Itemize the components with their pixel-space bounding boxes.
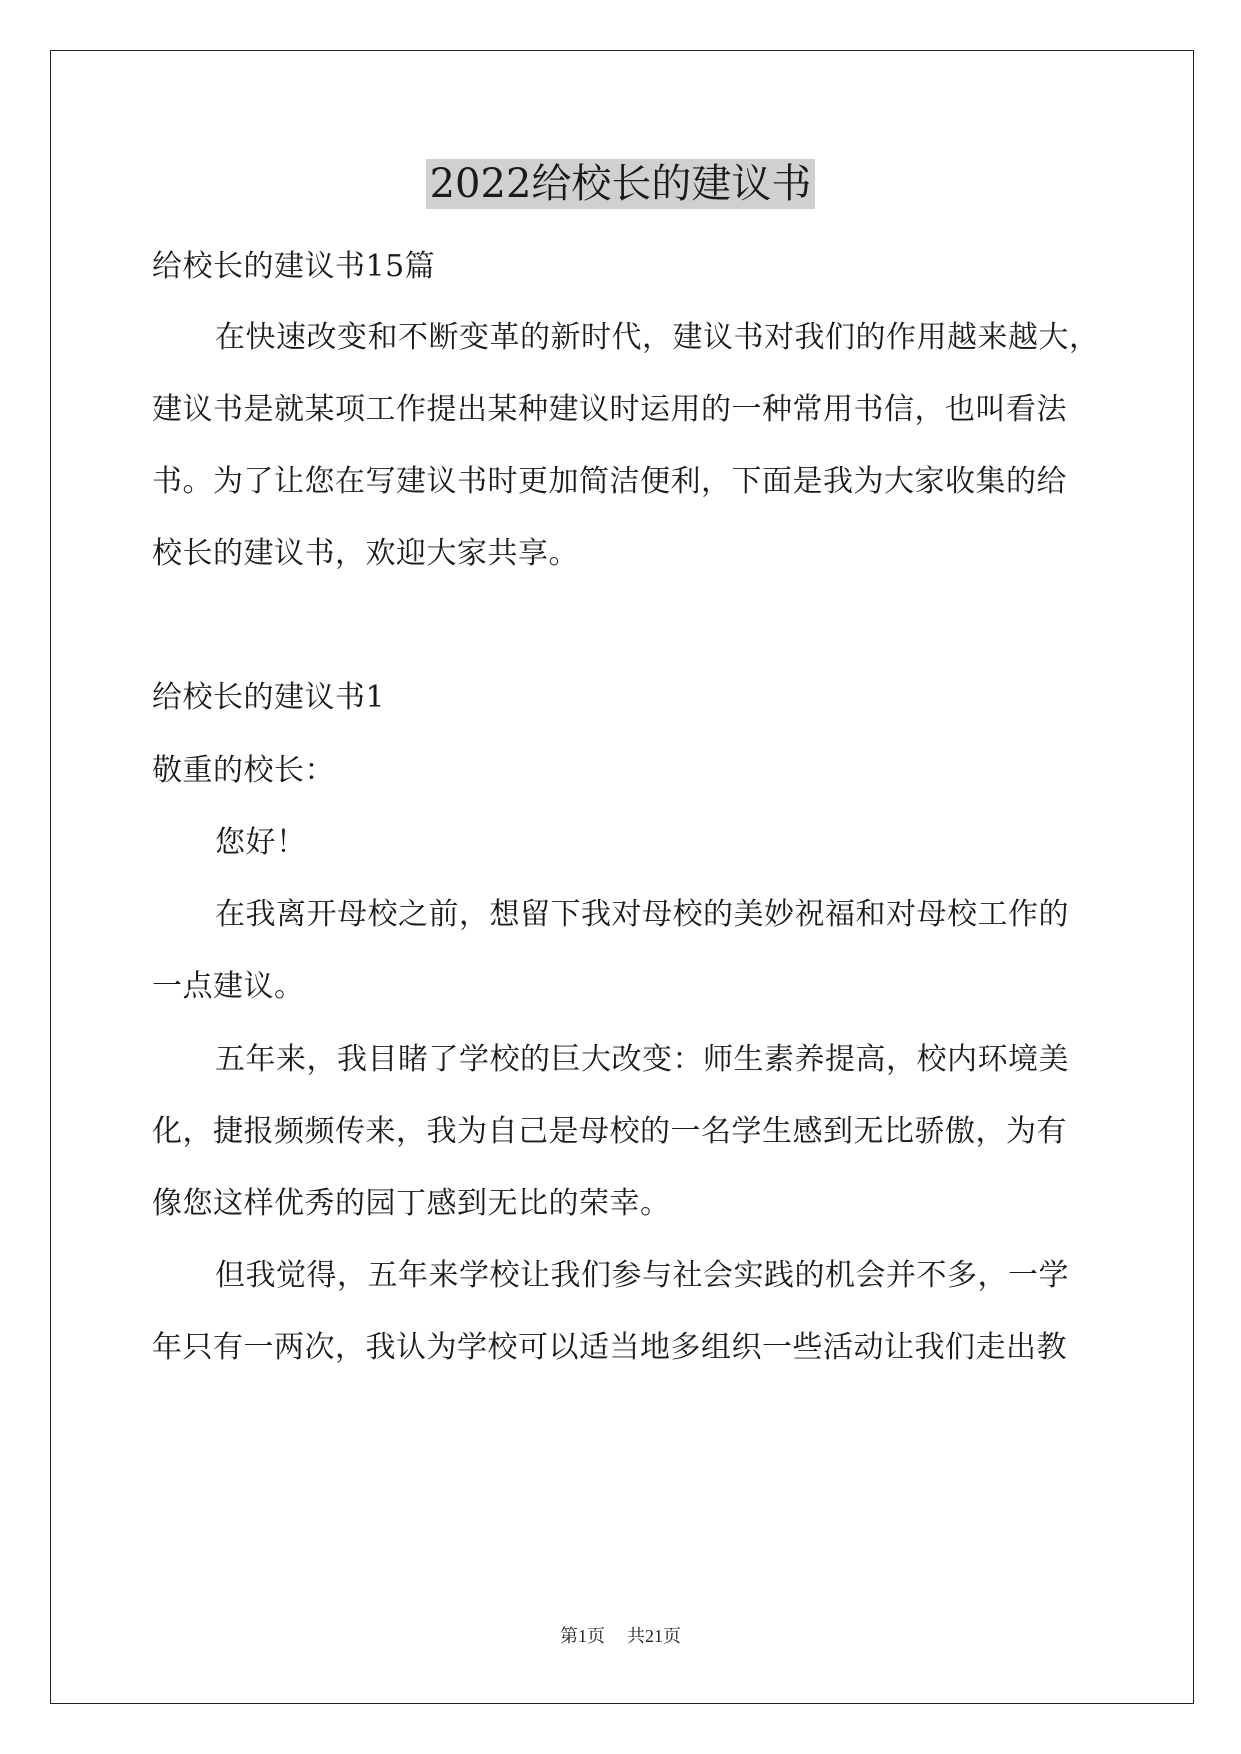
section-heading: 给校长的建议书1 [152,680,386,715]
paragraph-line: 化，捷报频频传来，我为自己是母校的一名学生感到无比骄傲，为有 [152,1114,1067,1149]
greeting: 您好！ [215,825,307,860]
paragraph-line: 在快速改变和不断变革的新时代，建议书对我们的作用越来越大， [215,320,1100,355]
paragraph-line: 书。为了让您在写建议书时更加简洁便利，下面是我为大家收集的给 [152,464,1067,499]
paragraph-line: 校长的建议书，欢迎大家共享。 [152,536,579,571]
paragraph-line: 一点建议。 [152,969,305,1004]
document-title [0,158,1241,210]
document-title-text: 2022给校长的建议书 [426,159,816,209]
paragraph-line: 在我离开母校之前，想留下我对母校的美妙祝福和对母校工作的 [215,897,1069,932]
paragraph-line: 像您这样优秀的园丁感到无比的荣幸。 [152,1186,671,1221]
paragraph-line: 但我觉得，五年来学校让我们参与社会实践的机会并不多，一学 [215,1258,1069,1293]
salutation: 敬重的校长： [152,753,335,788]
page-border [50,50,1194,1704]
paragraph-line: 年只有一两次，我认为学校可以适当地多组织一些活动让我们走出教 [152,1330,1067,1365]
page-number: 第1页 [560,1626,605,1646]
page-total: 共21页 [627,1626,681,1646]
paragraph-line: 建议书是就某项工作提出某种建议时运用的一种常用书信，也叫看法 [152,392,1067,427]
page-footer [0,1624,1241,1648]
document-subtitle: 给校长的建议书15篇 [152,249,436,284]
paragraph-line: 五年来，我目睹了学校的巨大改变：师生素养提高，校内环境美 [215,1042,1069,1077]
